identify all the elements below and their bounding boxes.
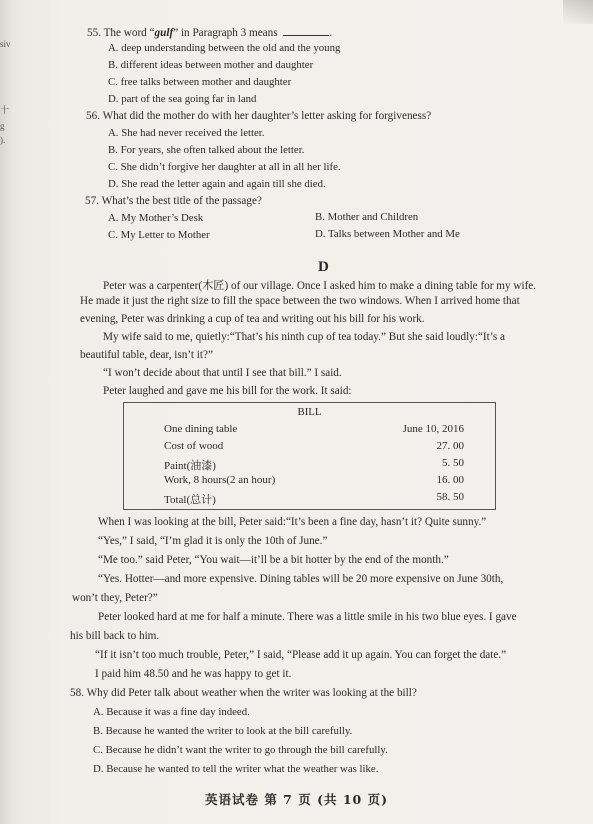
option-55-b: B. different ideas between mother and daughter: [108, 59, 314, 71]
bill-amount: 58. 50: [436, 491, 464, 503]
passage-line: “Yes,” I said, “I’m glad it is only the 10th of June.”: [98, 535, 328, 547]
option-56-a: A. She had never received the letter.: [108, 127, 265, 139]
passage-line: Peter laughed and gave me his bill for the work. It said:: [103, 385, 352, 397]
question-56-stem: 56. What did the mother do with her daughter’s letter asking for forgiveness?: [86, 110, 432, 122]
passage-line: Peter looked hard at me for half a minute. There was a little smile in his two blue eyes. I gave: [98, 611, 517, 623]
answer-blank: [283, 25, 329, 36]
option-55-d: D. part of the sea going far in land: [108, 93, 257, 105]
option-56-c: C. She didn’t forgive her daughter at all in all her life.: [108, 161, 341, 173]
option-56-b: B. For years, she often talked about the letter.: [108, 144, 305, 156]
option-58-a: A. Because it was a fine day indeed.: [93, 706, 250, 718]
bill-amount: June 10, 2016: [402, 423, 464, 435]
page-edge-shadow: [563, 0, 593, 24]
option-57-b: B. Mother and Children: [315, 211, 419, 223]
option-57-d: D. Talks between Mother and Me: [315, 228, 460, 240]
option-57-a: A. My Mother’s Desk: [108, 212, 204, 224]
bill-box: [123, 402, 496, 510]
margin-mark: 十: [0, 105, 10, 115]
option-58-b: B. Because he wanted the writer to look at the bill carefully.: [93, 725, 353, 737]
keyword-gulf: gulf: [154, 27, 174, 39]
passage-line: When I was looking at the bill, Peter said:“It’s been a fine day, hasn’t it? Quite sunny.”: [98, 516, 487, 528]
passage-line: He made it just the right size to fill the space between the two windows. When I arrived home that: [80, 295, 520, 307]
passage-line: “Yes. Hotter—and more expensive. Dining tables will be 20 more expensive on June 30th,: [98, 573, 504, 585]
bill-item: Cost of wood: [164, 440, 224, 452]
option-58-d: D. Because he wanted to tell the writer what the weather was like.: [93, 763, 379, 775]
bill-item: Work, 8 hours(2 an hour): [164, 474, 276, 486]
bill-item: One dining table: [164, 423, 238, 435]
passage-line: his bill back to him.: [70, 630, 160, 642]
passage-line: I paid him 48.50 and he was happy to get it.: [95, 668, 292, 680]
section-title: D: [318, 259, 329, 275]
passage-line: Peter was a carpenter(木匠) of our village. Once I asked him to make a dining table for my wife.: [103, 280, 537, 292]
passage-line: evening, Peter was drinking a cup of tea and writing out his bill for his work.: [80, 313, 425, 325]
bill-amount: 5. 50: [442, 457, 464, 469]
question-55-stem: 55. The word “gulf” in Paragraph 3 means .: [87, 27, 333, 39]
bill-amount: 27. 00: [436, 440, 464, 452]
bill-amount: 16. 00: [436, 474, 464, 486]
option-55-a: A. deep understanding between the old and the young: [108, 42, 341, 54]
bill-item: Paint(油漆): [164, 460, 216, 472]
passage-line: My wife said to me, quietly:“That’s his ninth cup of tea today.” But she said loudly:“It’s a: [103, 331, 505, 343]
passage-line: “I won’t decide about that until I see that bill.” I said.: [103, 367, 342, 379]
passage-line: “Me too.” said Peter, “You wait—it’ll be a bit hotter by the end of the month.”: [98, 554, 449, 566]
option-58-c: C. Because he didn’t want the writer to go through the bill carefully.: [93, 744, 388, 756]
passage-line: beautiful table, dear, isn’t it?”: [80, 349, 213, 361]
option-57-c: C. My Letter to Mother: [108, 229, 210, 241]
margin-mark: g: [0, 121, 5, 131]
bill-item: Total(总计): [164, 494, 216, 506]
bill-title: BILL: [297, 406, 322, 418]
passage-line: “If it isn’t too much trouble, Peter,” I said, “Please add it up again. You can forget the date.”: [95, 649, 507, 661]
question-58-stem: 58. Why did Peter talk about weather when the writer was looking at the bill?: [70, 687, 417, 699]
page-footer: 英语试卷 第 7 页 (共 10 页): [204, 792, 389, 807]
margin-mark: ).: [0, 135, 6, 145]
option-55-c: C. free talks between mother and daughter: [108, 76, 292, 88]
margin-mark: siv: [0, 39, 11, 49]
option-56-d: D. She read the letter again and again till she died.: [108, 178, 326, 190]
question-57-stem: 57. What’s the best title of the passage?: [85, 195, 262, 207]
passage-line: won’t they, Peter?”: [72, 592, 158, 604]
